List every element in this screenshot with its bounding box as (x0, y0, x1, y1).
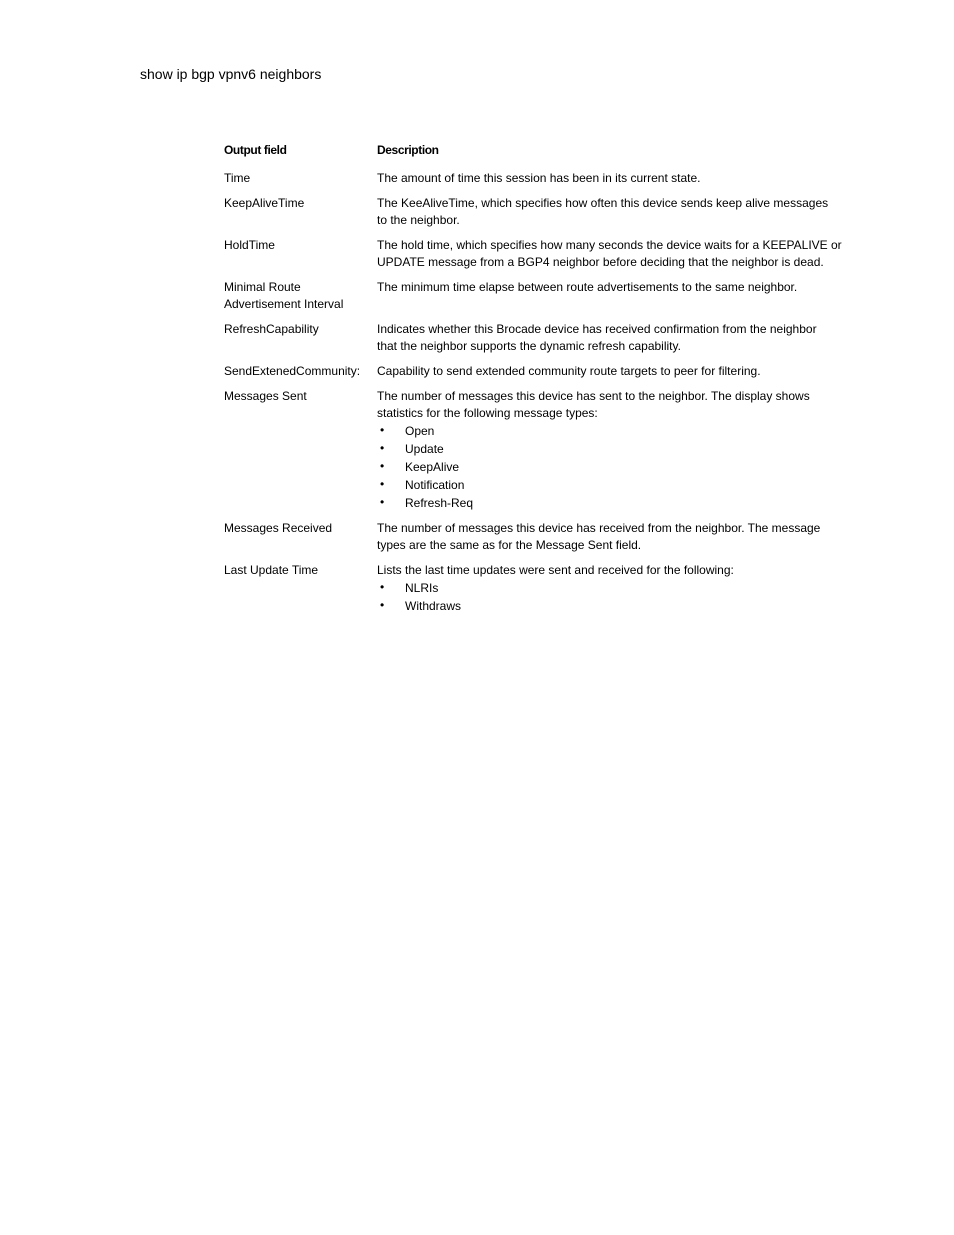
bullet-text: Update (405, 442, 444, 456)
field-description-cell (377, 363, 856, 380)
field-description-text: The minimum time elapse between route advertisements to the same neighbor. (377, 280, 798, 294)
output-field-name: Minimal Route Advertisement Interval (224, 280, 344, 311)
bullet-text: Open (405, 424, 435, 438)
bullet-icon: • (380, 598, 385, 612)
table-row (224, 170, 856, 187)
running-header: show ip bgp vpnv6 neighbors (140, 66, 322, 82)
field-description-cell (377, 195, 856, 229)
field-description-cell (377, 562, 856, 615)
bullet-item (377, 579, 856, 597)
table-row (224, 279, 856, 313)
field-description-cell (377, 237, 856, 271)
bullet-item (377, 440, 856, 458)
bullet-icon: • (380, 580, 385, 594)
bullet-icon: • (380, 459, 385, 473)
output-field-name: HoldTime (224, 238, 275, 252)
field-description-text: Lists the last time updates were sent and received for the following: (377, 563, 734, 577)
output-field-name: Messages Received (224, 521, 333, 535)
table-row (224, 237, 856, 271)
field-description-text: Indicates whether this Brocade device has received confirmation from the neighbor that the neighbor supports the dynamic refresh capability. (377, 322, 817, 353)
table-row (224, 388, 856, 512)
field-description-text: The amount of time this session has been in its current state. (377, 171, 701, 185)
header-description: Description (377, 143, 439, 157)
table-row (224, 195, 856, 229)
bullet-icon: • (380, 423, 385, 437)
bullet-text: Withdraws (405, 599, 462, 613)
bullet-text: KeepAlive (405, 460, 460, 474)
field-description-text: The KeeAliveTime, which specifies how often this device sends keep alive messages to the neighbor. (377, 196, 829, 227)
output-field-name: KeepAliveTime (224, 196, 305, 210)
bullet-text: Notification (405, 478, 465, 492)
table-row (224, 562, 856, 615)
output-field-name: RefreshCapability (224, 322, 319, 336)
bullet-item (377, 422, 856, 440)
table-body (224, 170, 856, 615)
bullet-icon: • (380, 441, 385, 455)
bullet-text: Refresh-Req (405, 496, 474, 510)
field-description-cell (377, 520, 856, 554)
output-field-name: Messages Sent (224, 389, 307, 403)
table-row (224, 321, 856, 355)
field-description-cell (377, 279, 856, 313)
field-description-cell (377, 321, 856, 355)
field-description-text: The number of messages this device has sent to the neighbor. The display shows statistics for the following message types: (377, 389, 810, 420)
bullet-icon: • (380, 495, 385, 509)
table-header-row (224, 142, 856, 170)
bullet-icon: • (380, 477, 385, 491)
field-description-text: The number of messages this device has received from the neighbor. The message types are the same as for the Message Sent field. (377, 521, 821, 552)
field-description-text: The hold time, which specifies how many seconds the device waits for a KEEPALIVE or UPDATE message from a BGP4 neighbor before deciding that the neighbor is dead. (377, 238, 842, 269)
field-description-cell (377, 388, 856, 512)
table-row (224, 363, 856, 380)
bullet-item (377, 494, 856, 512)
table-row (224, 520, 856, 554)
header-output-field: Output field (224, 143, 287, 157)
bullet-list (377, 579, 856, 615)
bullet-text: NLRIs (405, 581, 439, 595)
output-field-name: Last Update Time (224, 563, 319, 577)
bullet-item (377, 458, 856, 476)
bullet-item (377, 476, 856, 494)
field-description-cell (377, 170, 856, 187)
output-field-table (224, 142, 856, 623)
bullet-list (377, 422, 856, 512)
bullet-item (377, 597, 856, 615)
field-description-text: Capability to send extended community route targets to peer for filtering. (377, 364, 761, 378)
output-field-name: Time (224, 171, 251, 185)
output-field-name: SendExtenedCommunity: (224, 364, 361, 378)
